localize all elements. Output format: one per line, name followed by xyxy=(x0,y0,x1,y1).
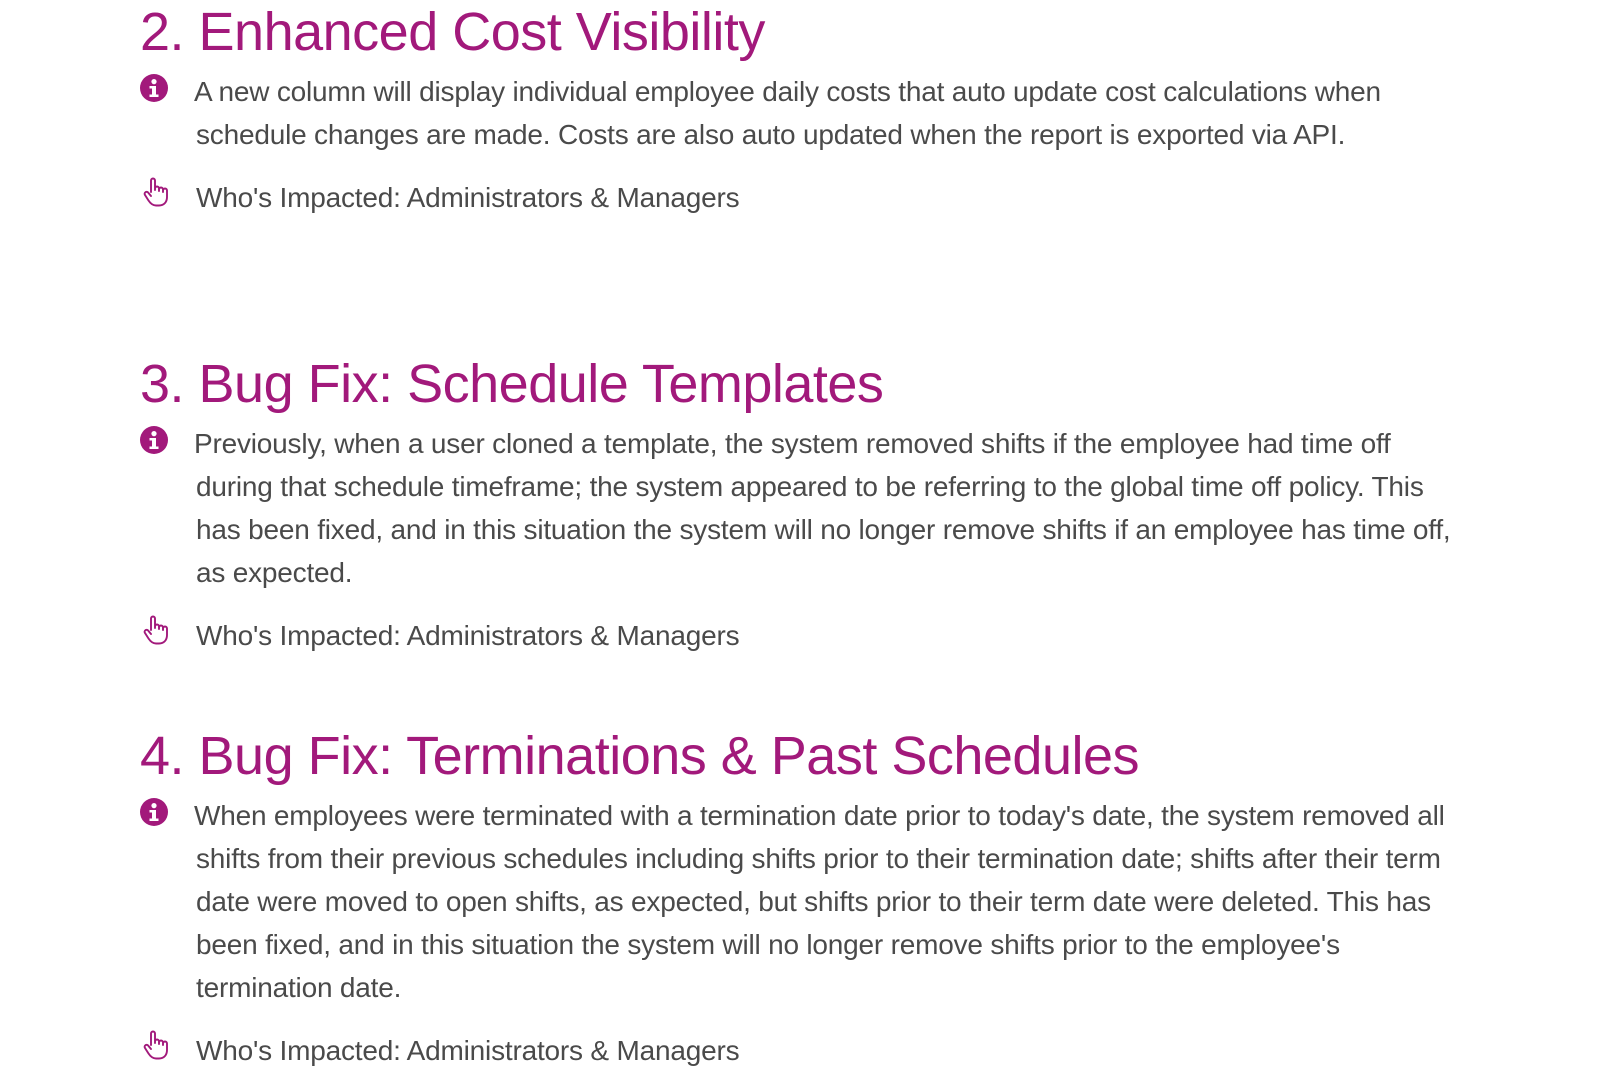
release-note-section-3 xyxy=(140,352,1460,657)
description-text: Previously, when a user cloned a template, the system removed shifts if the employee had time off during that schedule timeframe; the system appeared to be referring to the global time off policy. This has been fixed, and in this situation the system will no longer remove shifts if an employee has time off, as expected. xyxy=(194,428,1451,588)
impacted-text: Who's Impacted: Administrators & Managers xyxy=(196,620,740,651)
info-circle-icon xyxy=(140,426,172,458)
pointing-hand-icon xyxy=(140,614,172,646)
impacted-row xyxy=(140,176,1460,219)
info-circle-icon xyxy=(140,74,172,106)
pointing-hand-icon xyxy=(140,176,172,208)
section-title: 3. Bug Fix: Schedule Templates xyxy=(140,354,884,414)
section-title: 2. Enhanced Cost Visibility xyxy=(140,2,765,62)
impacted-text: Who's Impacted: Administrators & Managers xyxy=(196,182,740,213)
release-note-section-2 xyxy=(140,0,1460,219)
description-text: When employees were terminated with a termination date prior to today's date, the system removed all shifts from their previous schedules including shifts prior to their termination date; shifts after their term date were moved to open shifts, as expected, but shifts prior to their term date were deleted. This has been fixed, and in this situation the system will no longer remove shifts prior to the employee's termination date. xyxy=(194,800,1445,1003)
section-description xyxy=(140,794,1460,1009)
section-description xyxy=(140,422,1460,594)
impacted-row xyxy=(140,614,1460,657)
release-note-section-4 xyxy=(140,724,1460,1072)
info-circle-icon xyxy=(140,798,172,830)
impacted-text: Who's Impacted: Administrators & Managers xyxy=(196,1035,740,1066)
section-title: 4. Bug Fix: Terminations & Past Schedules xyxy=(140,726,1140,786)
impacted-row xyxy=(140,1029,1460,1072)
description-text: A new column will display individual employee daily costs that auto update cost calculations when schedule changes are made. Costs are also auto updated when the report is exported via API. xyxy=(194,76,1381,150)
section-description xyxy=(140,70,1460,156)
pointing-hand-icon xyxy=(140,1029,172,1061)
